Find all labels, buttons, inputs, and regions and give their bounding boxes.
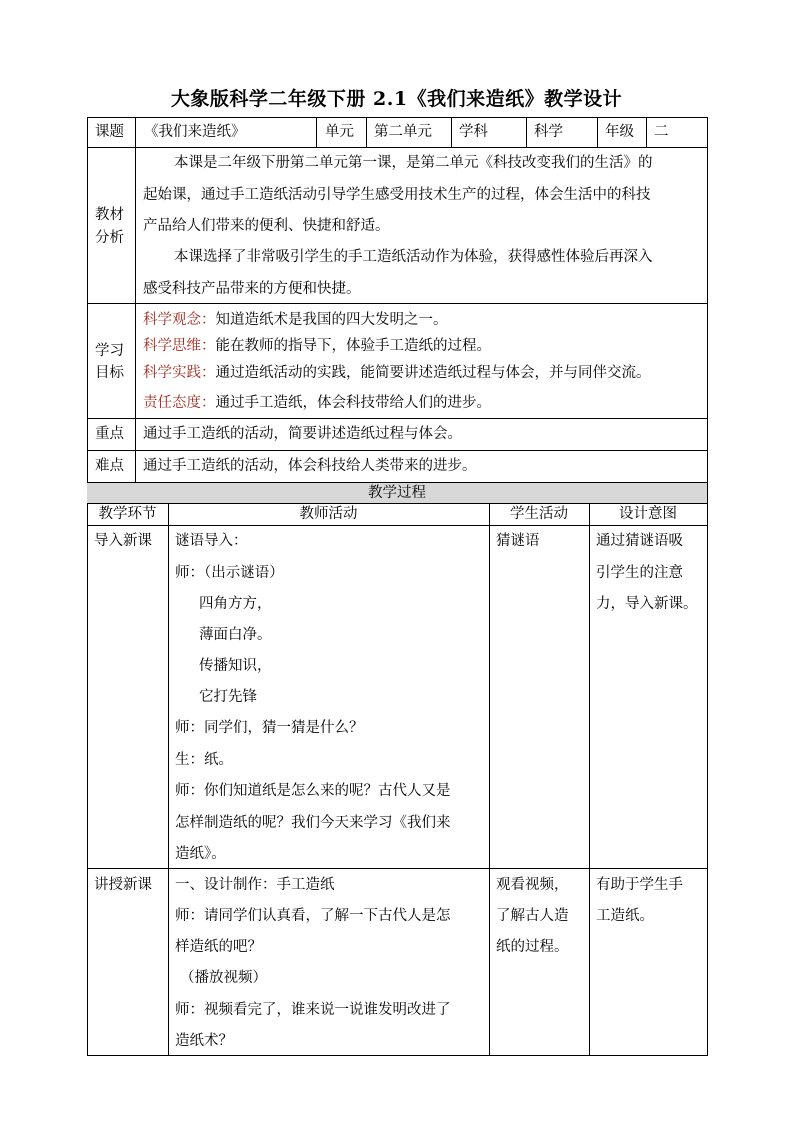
unit-value: 第二单元 [374, 124, 432, 140]
teacher-line: （播放视频） [180, 970, 267, 986]
course-label: 课题 [95, 124, 124, 140]
teacher-line: 造纸》。 [175, 846, 226, 862]
teacher-line: 它打先锋 [199, 689, 257, 705]
teacher-line: 样造纸的吧？ [175, 939, 262, 955]
grade-value: 二 [654, 124, 669, 140]
teacher-line: 师：同学们，猜一猜是什么？ [175, 720, 364, 736]
student-line: 了解古人造 [496, 908, 569, 924]
subject-label: 学科 [459, 124, 488, 140]
analysis-line: 本课选择了非常吸引学生的手工造纸活动作为体验，获得感性体验后再深入 [174, 249, 653, 265]
row-stage: 导入新课 [94, 533, 152, 549]
unit-label: 单元 [325, 124, 354, 140]
teacher-line: 师：视频看完了，谁来说一说谁发明改进了 [175, 1002, 451, 1018]
intent-line: 力，导入新课。 [596, 596, 698, 612]
goal-item [143, 395, 491, 411]
column-header-student: 学生活动 [510, 506, 568, 522]
teacher-line: 谜语导入： [175, 533, 248, 549]
goal-key: 责任态度： [143, 395, 216, 411]
goal-text: 通过造纸活动的实践，能简要讲述造纸过程与体会，并与同伴交流。 [215, 365, 651, 381]
student-line: 猜谜语 [496, 533, 540, 549]
key-point-text: 通过手工造纸的活动，简要讲述造纸过程与体会。 [143, 426, 462, 442]
student-line: 观看视频， [496, 877, 569, 893]
goal-text: 能在教师的指导下，体验手工造纸的过程。 [215, 338, 491, 354]
analysis-line: 起始课，通过手工造纸活动引导学生感受用技术生产的过程，体会生活中的科技 [143, 187, 651, 203]
goal-item [143, 365, 651, 381]
analysis-label-1: 教材 [95, 207, 124, 223]
analysis-line: 感受科技产品带来的方便和快捷。 [143, 281, 361, 297]
intent-line: 有助于学生手 [596, 877, 683, 893]
teacher-line: 师：（出示谜语） [175, 565, 284, 581]
goals-label-1: 学习 [95, 343, 124, 359]
subject-value: 科学 [534, 124, 563, 140]
difficulty-text: 通过手工造纸的活动，体会科技给人类带来的进步。 [143, 458, 477, 474]
teacher-line: 一、设计制作：手工造纸 [175, 877, 335, 893]
goal-text: 知道造纸术是我国的四大发明之一。 [215, 312, 448, 328]
goal-key: 科学实践： [143, 365, 216, 381]
analysis-line: 本课是二年级下册第二单元第一课，是第二单元《科技改变我们的生活》的 [174, 155, 653, 171]
goal-item [143, 338, 491, 354]
intent-line: 工造纸。 [596, 908, 654, 924]
column-header-intent: 设计意图 [619, 506, 677, 522]
teacher-line: 四角方方， [199, 596, 272, 612]
teacher-line: 怎样制造纸的呢？我们今天来学习《我们来 [175, 815, 451, 831]
grade-label: 年级 [605, 124, 634, 140]
goal-key: 科学思维： [143, 338, 216, 354]
intent-line: 引学生的注意 [596, 565, 683, 581]
difficulty-label: 难点 [95, 458, 124, 474]
column-header-teacher: 教师活动 [299, 506, 358, 522]
goal-text: 通过手工造纸，体会科技带给人们的进步。 [215, 395, 491, 411]
teacher-line: 师：你们知道纸是怎么来的呢？古代人又是 [175, 783, 451, 799]
teacher-line: 造纸术？ [175, 1033, 233, 1049]
goal-item [143, 312, 448, 328]
teacher-line: 传播知识， [199, 658, 272, 674]
analysis-line: 产品给人们带来的便利、快捷和舒适。 [143, 218, 390, 234]
teacher-line: 师：请同学们认真看，了解一下古代人是怎 [175, 908, 451, 924]
column-header-stage: 教学环节 [98, 506, 157, 522]
analysis-label-2: 分析 [95, 230, 124, 246]
key-point-label: 重点 [95, 426, 124, 442]
student-line: 纸的过程。 [496, 939, 569, 955]
goal-key: 科学观念： [143, 312, 216, 328]
row-stage: 讲授新课 [94, 877, 152, 893]
course-value: 《我们来造纸》 [144, 124, 246, 140]
teacher-line: 薄面白净。 [199, 627, 272, 643]
intent-line: 通过猜谜语吸 [596, 533, 683, 549]
goals-label-2: 目标 [95, 365, 124, 381]
document-title: 大象版科学二年级下册 2.1《我们来造纸》教学设计 [170, 88, 623, 110]
teacher-line: 生：纸。 [175, 752, 233, 768]
process-heading: 教学过程 [368, 485, 426, 501]
